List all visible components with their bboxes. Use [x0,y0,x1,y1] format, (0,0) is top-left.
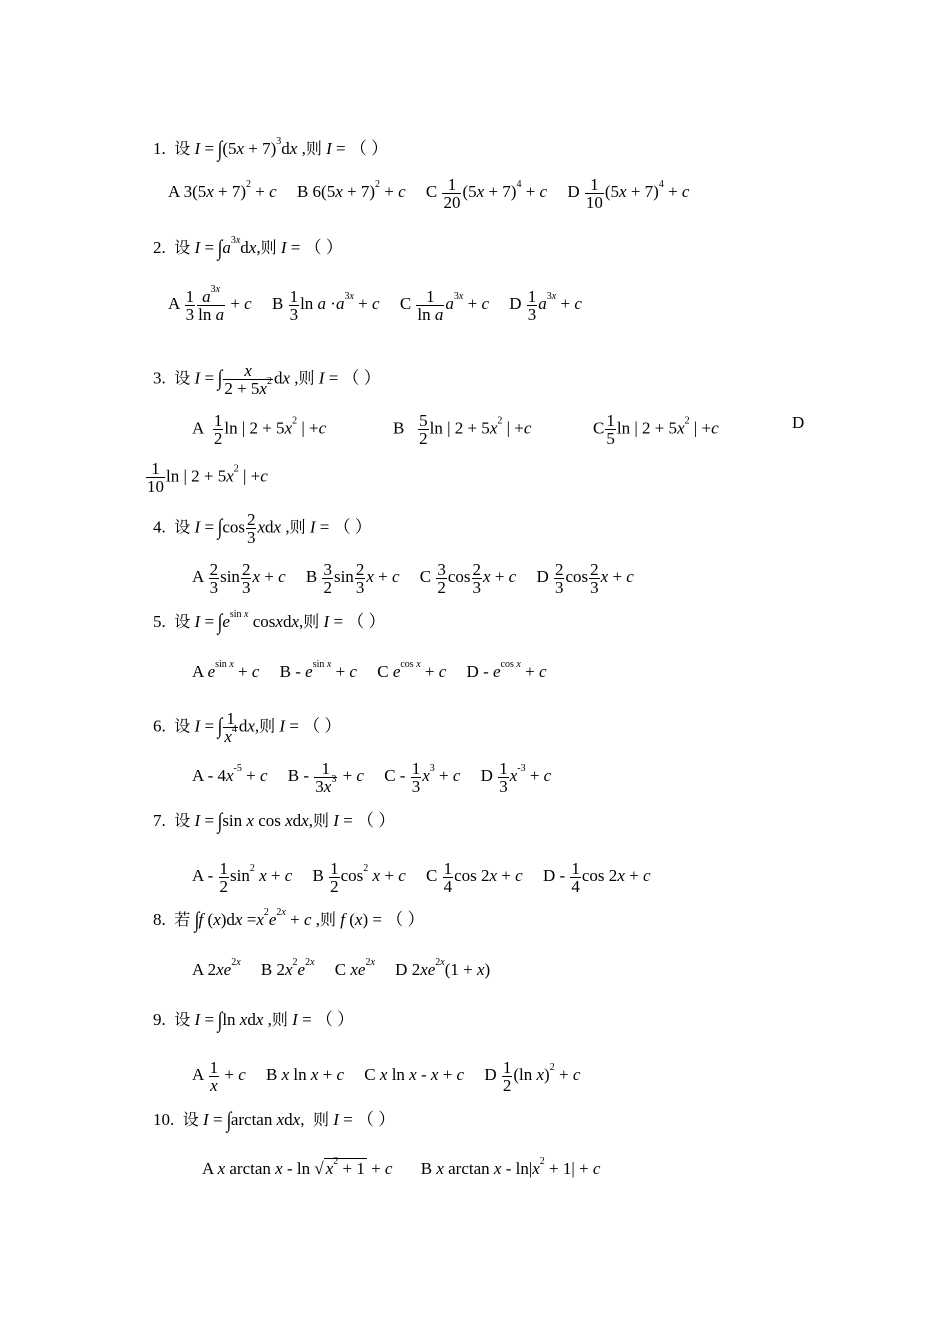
question-7-options [192,860,651,895]
question-3-option-c: C $\frac{1}{5}$ ln | $2 + 5x^2$ | +c [593,411,719,448]
option-b: B - $\frac{1}{3x^3}$ + c [287,759,364,796]
question-6-options [192,760,551,795]
option-a: A $e^{sin x} + c$ [192,659,260,681]
option-a: A $\frac{1}{x}$ + c [192,1058,246,1095]
option-b: B $\frac{3}{2}$ sin $\frac{2}{3}$ x + c [305,560,400,597]
question-3-option-a: A $\frac{1}{2}$ ln | $2 + 5x^2$ | +c [192,411,327,448]
option-d: $D - e^{cos x} + c$ [466,659,547,681]
question-3: 3. 设 I = ∫ $\frac{x}{2 + 5x^2}$ dx ,则 I = （ ） [153,361,381,398]
question-8: 8. 若 ∫f $(x)dx =x^2e^{2x} + c$ ,则 f (x) = （ ） [153,907,425,932]
option-d: D $\frac{1}{10}$ $(5x + 7)^4 + c$ [567,175,690,212]
question-3-option-b: B $\frac{5}{2}$ ln | $2 + 5x^2$ | +c [393,411,532,448]
question-3-option-d-label: D [792,413,805,432]
question-9-options [192,1059,580,1094]
question-6: 6. 设 I = ∫ $\frac{1}{x^4}$ dx,则 I = （ ） [153,709,342,746]
question-5-options [192,661,546,683]
option-b: B x $\arctan x - \ln|x^2 + 1| + c$ [420,1156,601,1178]
question-9: 9. 设 I = ∫ln xdx ,则 I = （ ） [153,1007,355,1032]
option-a: A $\frac{1}{3}$ $\frac{a^{3x}}{\text{ln a}}$ + c [168,284,252,324]
option-c: C - $\frac{1}{3}$ $x^3 + c$ [384,759,461,796]
option-c: C $e^{cos x} + c$ [377,659,447,681]
option-b: B $\frac{1}{3}$ $\ln a \cdot a^{3x} + c$ [271,287,380,324]
question-4: 4. 设 I = ∫cos $\frac{2}{3}$ xdx ,则 I = （ ） [153,510,372,547]
question-3-option-d: $\frac{1}{10}$ ln | $2 + 5x^2$ | +c [147,459,268,496]
option-d: D - $\frac{1}{4}$ cos 2x + c [542,859,651,896]
option-d: D $2xe^{2x}(1 + x)$ [395,957,491,979]
option-b: B $6(5x + 7)^2 + c$ [296,179,406,202]
option-a: A $3(5x + 7)^2 + c$ [168,179,277,202]
option-c: C $\frac{1}{4}$ cos 2x + c [425,859,523,896]
option-a: A - $\frac{1}{2}$ $\sin^2 x + c$ [192,859,293,896]
option-c: C x ln x - x + c [364,1065,465,1085]
option-d: D $\frac{1}{3}$ $a^{3x} + c$ [509,287,582,324]
question-1-options [168,176,689,211]
option-b: B $2x^2e^{2x}$ [260,957,315,979]
option-a: A $2xe^{2x}$ [192,957,241,979]
option-a: A x arctan x - ln √ $x^2 + 1 + c$ [202,1156,393,1178]
question-10: 10. 设 I = ∫arctan xdx, 则 I = （ ） [153,1107,396,1132]
question-10-options [202,1158,600,1180]
option-c: C $\frac{1}{20}$ $(5x + 7)^4 + c$ [425,175,548,212]
option-c: C $xe^{2x}$ [334,957,375,979]
option-b: B x ln x + c [265,1065,345,1085]
question-2: 2. 设 $I = \int a^{3x}dx$,则 I = （ ） [153,235,343,260]
question-8-options [192,959,490,981]
question-1-number: 1. [153,139,166,158]
option-d: D $\frac{1}{3}$ $x^{-3} + c$ [480,759,552,796]
option-c: C $\frac{1}{\text{ln a}}$ $a^{3x} + c$ [399,287,489,324]
option-c: C $\frac{3}{2}$ cos $\frac{2}{3}$ x + c [419,560,517,597]
option-b: $B - e^{sin x} + c$ [279,659,357,681]
option-d: D $\frac{1}{2}$ (ln x)$^2$ + c [484,1058,581,1095]
option-b: B $\frac{1}{2}$ $\cos^2 x + c$ [312,859,406,896]
question-4-options [192,561,634,596]
question-1: 1. 设 $I = \int(5x + 7)^3dx$ ,则 I = （ ） [153,136,389,161]
question-2-options [168,284,582,324]
option-d: D $\frac{2}{3}$ cos $\frac{2}{3}$ x + c [536,560,634,597]
option-a: A $\frac{2}{3}$ sin $\frac{2}{3}$ x + c [192,560,286,597]
question-5: 5. 设 $I = \int e^{sin x}$ cosxdx,则 I = （ ） [153,609,386,634]
question-7: 7. 设 I = ∫sin x cos xdx,则 I = （ ） [153,808,396,833]
option-a: $A - 4x^{-5} + c$ [192,763,268,786]
